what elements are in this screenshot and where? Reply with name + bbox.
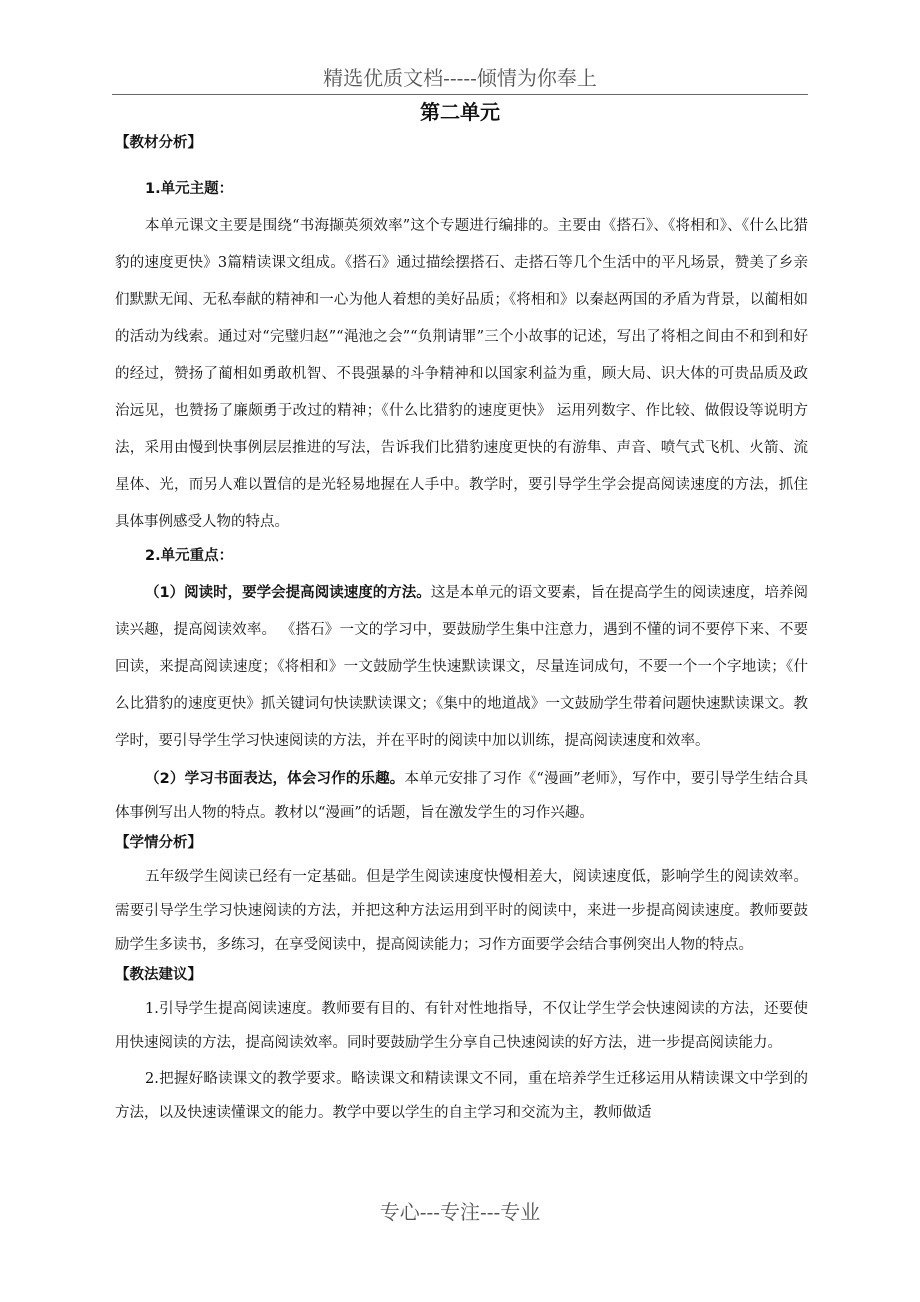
section-heading-textbook-analysis: 【教材分析】 bbox=[115, 135, 202, 151]
paragraph-suggestion-2: 2.把握好略读课文的教学要求。略读课文和精读课文不同，重在培养学生迁移运用从精读课文中学到的方法，以及快速读懂课文的能力。教学中要以学生的自主学习和交流为主，教师做适 bbox=[115, 1071, 808, 1121]
focus-point-1-title: （1）阅读时，要学会提高阅读速度的方法。 bbox=[145, 585, 431, 601]
page-title: 第二单元 bbox=[420, 100, 500, 124]
paragraph-focus-point-1 bbox=[115, 575, 808, 760]
header-divider bbox=[112, 94, 808, 95]
subheading-unit-focus: 2.单元重点： bbox=[145, 548, 234, 564]
paragraph-focus-point-2 bbox=[115, 762, 808, 830]
focus-point-2-text: 本单元安排了习作《“漫画”老师》，写作中，要引导学生结合具体事例写出人物的特点。教材以“漫画”的话题，旨在激发学生的习作兴趣。 bbox=[115, 771, 809, 821]
page-header: 精选优质文档-----倾情为你奉上 bbox=[323, 66, 597, 90]
focus-point-1-text: 这是本单元的语文要素，旨在提高学生的阅读速度，培养阅读兴趣，提高阅读效率。 《搭石》一文的学习中，要鼓励学生集中注意力，遇到不懂的词不要停下来、不要回读，来提高阅读速度；《将相和》一文鼓励学生快速默读课文，尽量连词成句，不要一个一个字地读；《什么比猎豹的速度更快》抓关键词句快读默读课文；《集中的地道战》一文鼓励学生带着问题快速默读课文。教学时，要引导学生学习快速阅读的方法，并在平时的阅读中加以训练，提高阅读速度和效率。 bbox=[115, 585, 809, 749]
section-heading-learner-analysis: 【学情分析】 bbox=[115, 835, 202, 851]
paragraph-learner-analysis: 五年级学生阅读已经有一定基础。但是学生阅读速度快慢相差大，阅读速度低，影响学生的阅读效率。需要引导学生学习快速阅读的方法，并把这种方法运用到平时的阅读中，来进一步提高阅读速度。教师要鼓励学生多读书，多练习，在享受阅读中，提高阅读能力；习作方面要学会结合事例突出人物的特点。 bbox=[115, 869, 808, 953]
paragraph-suggestion-1: 1.引导学生提高阅读速度。教师要有目的、有针对性地指导，不仅让学生学会快速阅读的方法，还要使用快速阅读的方法，提高阅读效率。同时要鼓励学生分享自己快速阅读的好方法，进一步提高阅读能力。 bbox=[115, 1001, 808, 1051]
subheading-unit-theme: 1.单元主题： bbox=[145, 181, 234, 197]
section-heading-teaching-suggestions: 【教法建议】 bbox=[115, 967, 202, 983]
focus-point-2-title: （2）学习书面表达，体会习作的乐趣。 bbox=[145, 771, 405, 787]
paragraph-unit-theme: 本单元课文主要是围绕“书海撷英须效率”这个专题进行编排的。主要由《搭石》、《将相和》、《什么比猎豹的速度更快》3篇精读课文组成。《搭石》通过描绘摆搭石、走搭石等几个生活中的平凡场景，赞美了乡亲们默默无闻、无私奉献的精神和一心为他人着想的美好品质；《将相和》以秦赵两国的矛盾为背景，以蔺相如的活动为线索。通过对“完璧归赵”“渑池之会”“负荆请罪”三个小故事的记述，写出了将相之间由不和到和好的经过，赞扬了蔺相如勇敢机智、不畏强暴的斗争精神和以国家利益为重，顾大局、识大体的可贵品质及政治远见，也赞扬了廉颇勇于改过的精神；《什么比猎豹的速度更快》 运用列数字、作比较、做假设等说明方法，采用由慢到快事例层层推进的写法，告诉我们比猎豹速度更快的有游隼、声音、喷气式飞机、火箭、流星体、光，而另人难以置信的是光轻易地握在人手中。教学时，要引导学生学会提高阅读速度的方法，抓住具体事例感受人物的特点。 bbox=[115, 218, 808, 530]
document-body bbox=[115, 128, 808, 1130]
page-footer: 专心---专注---专业 bbox=[379, 1200, 541, 1224]
